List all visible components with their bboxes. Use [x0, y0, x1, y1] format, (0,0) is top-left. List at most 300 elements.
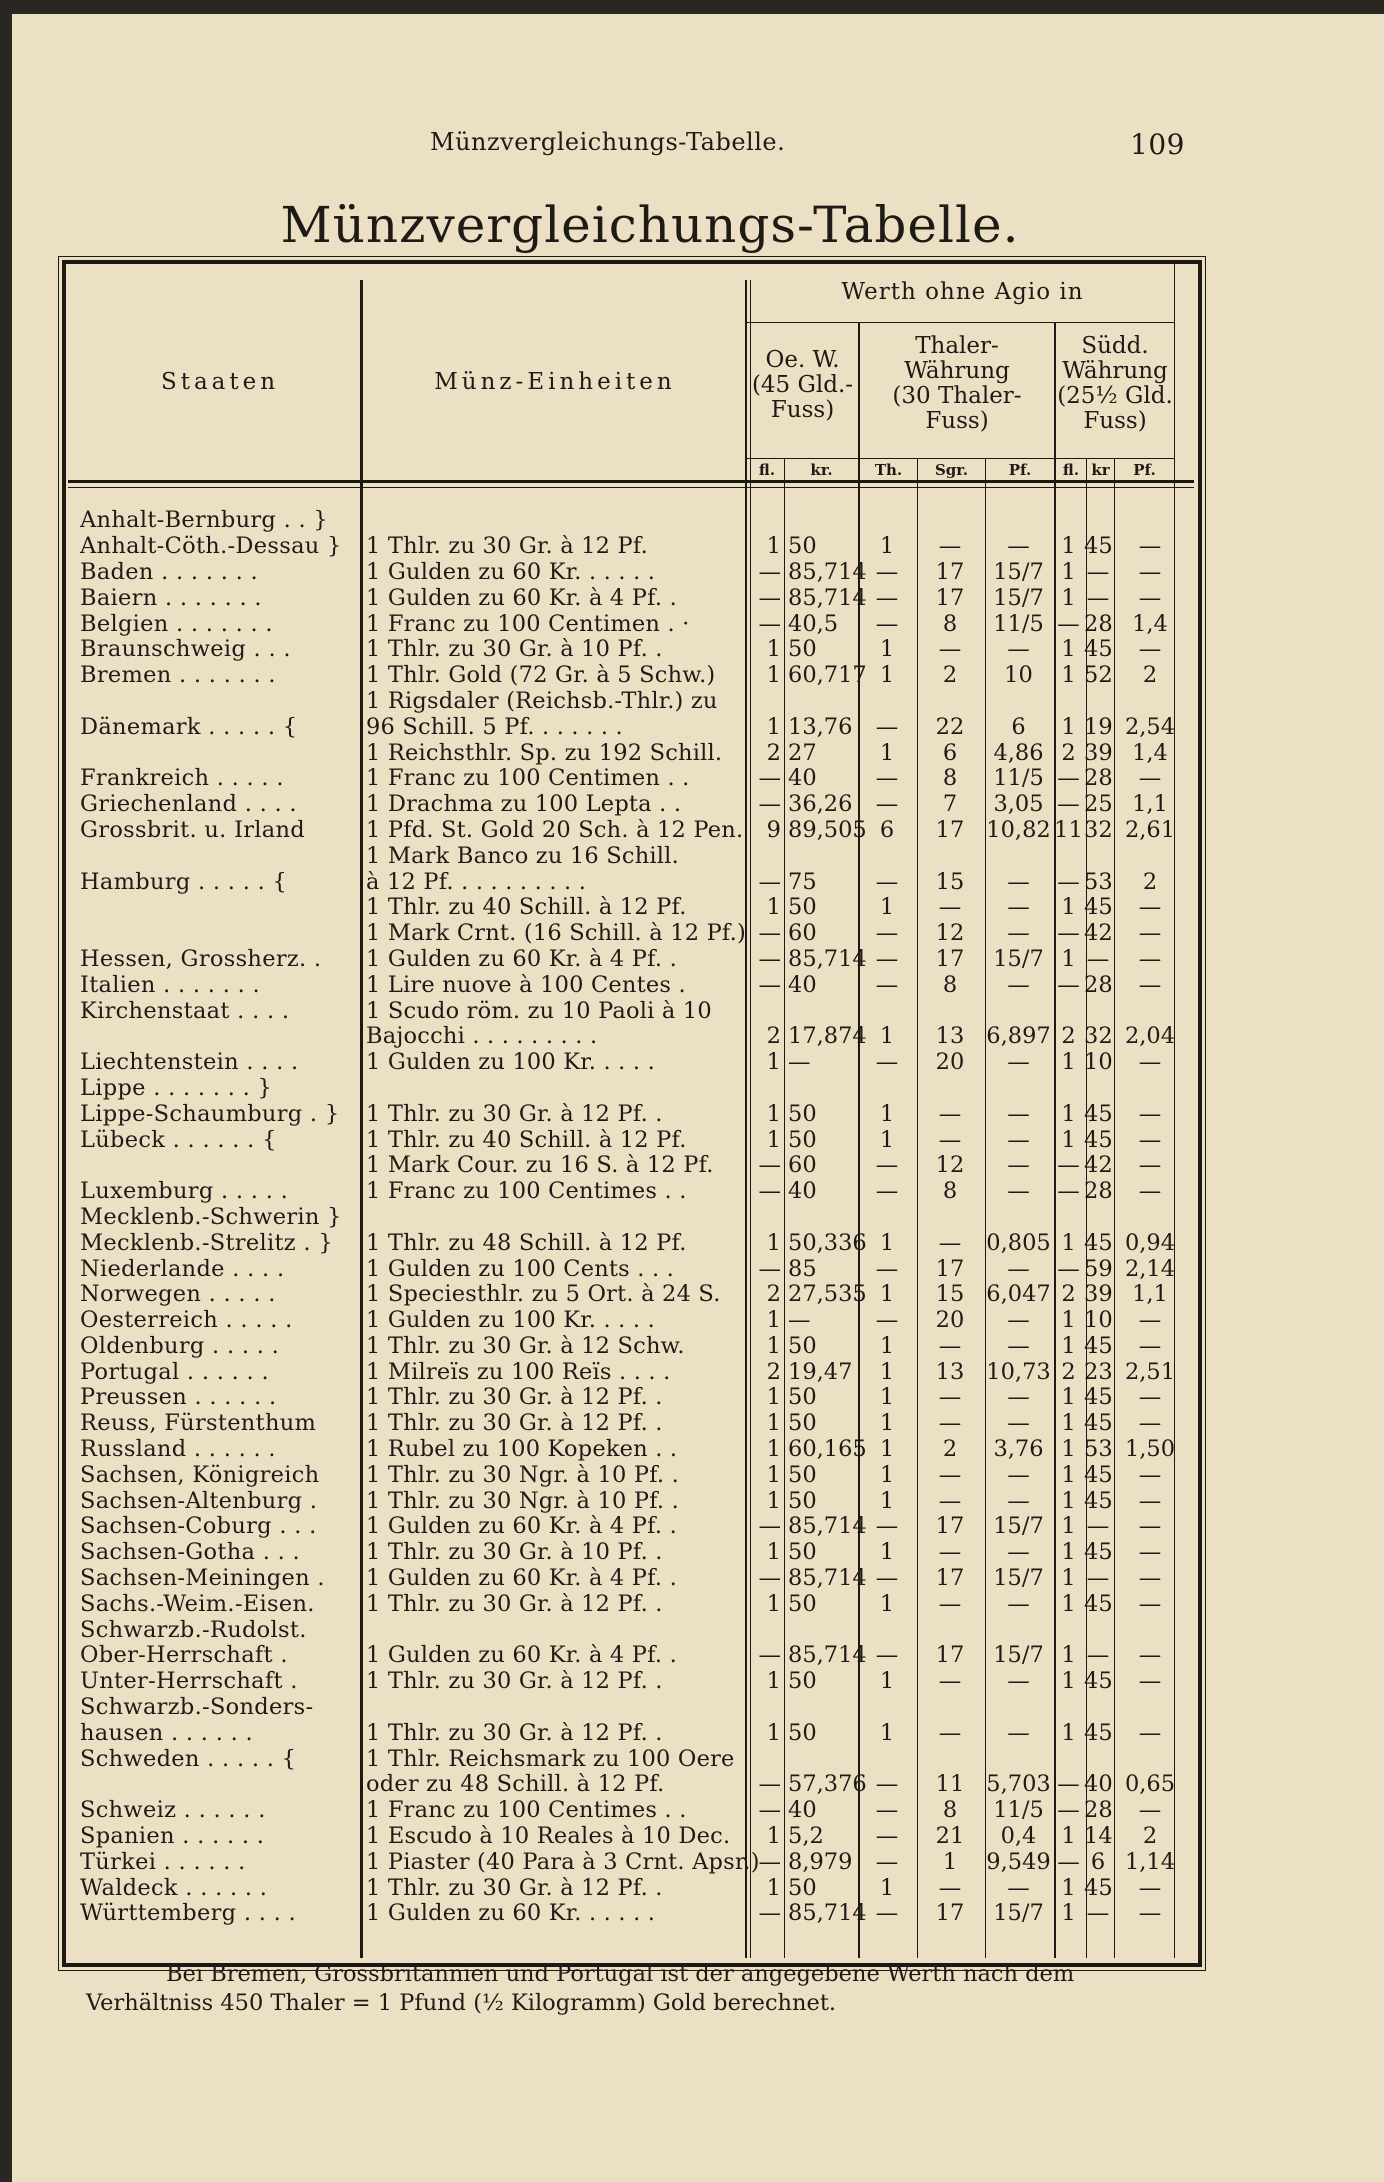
row-unit: 1 Rubel zu 100 Kopeken . .	[366, 1436, 678, 1463]
cell-sgr: 8	[942, 971, 958, 998]
cell-sued-kr: 45	[1084, 894, 1113, 921]
cell-th: —	[875, 1900, 899, 1927]
row-unit	[360, 1617, 746, 1643]
table-row	[72, 1179, 1188, 1205]
cell-sgr: 17	[935, 1565, 965, 1592]
cell-sued-fl: 1	[1061, 1539, 1076, 1566]
row-state	[72, 895, 360, 921]
cell-th: —	[875, 1848, 899, 1875]
cell-sued-pf: 0,94	[1124, 1229, 1176, 1256]
cell-oew-kr: —	[788, 1307, 811, 1334]
cell-sgr: 13	[935, 1023, 965, 1050]
row-unit: 1 Gulden zu 60 Kr. à 4 Pf. .	[366, 584, 677, 611]
cell-sgr: —	[938, 1487, 962, 1514]
header-suedd-line: Südd.	[1081, 333, 1149, 359]
table-row	[72, 1256, 1188, 1282]
cell-sued-fl: 1	[1061, 558, 1076, 585]
header-suedd	[1056, 334, 1174, 434]
cell-oew-fl: —	[758, 1513, 781, 1540]
cell-oew-fl: 1	[766, 1332, 781, 1359]
cell-pf: —	[1007, 1307, 1030, 1334]
cell-sued-pf: —	[1138, 1126, 1162, 1153]
cell-sued-pf: 2,61	[1124, 816, 1176, 843]
row-unit: 1 Pfd. St. Gold 20 Sch. à 12 Pen.	[366, 816, 744, 843]
cell-sued-kr: —	[1086, 1513, 1110, 1540]
cell-oew-fl	[746, 508, 784, 534]
cell-sued-fl: 2	[1061, 1023, 1076, 1050]
cell-sued-kr: 14	[1084, 1823, 1113, 1850]
cell-oew-kr	[784, 998, 858, 1024]
row-unit	[360, 1076, 746, 1102]
cell-sgr	[916, 1205, 984, 1231]
table-row	[72, 1462, 1188, 1488]
row-state: Waldeck . . . . . .	[80, 1874, 268, 1901]
table-row	[72, 1411, 1188, 1437]
table-row	[72, 740, 1188, 766]
row-state: Sachsen-Altenburg .	[80, 1487, 318, 1514]
cell-sued-kr: 45	[1084, 533, 1113, 560]
cell-pf: 4,86	[993, 739, 1044, 766]
cell-pf: —	[1007, 1874, 1030, 1901]
cell-pf: 11/5	[993, 610, 1044, 637]
cell-sued-pf: 0,65	[1124, 1771, 1176, 1798]
table-row	[72, 1437, 1188, 1463]
cell-pf: 6	[1011, 713, 1026, 740]
row-unit: 1 Mark Cour. zu 16 S. à 12 Pf.	[366, 1152, 714, 1179]
row-unit: 1 Thlr. zu 30 Gr. à 12 Pf.	[366, 533, 648, 560]
cell-th	[858, 1617, 916, 1643]
cell-oew-fl: 1	[766, 662, 781, 689]
cell-sued-kr: 53	[1084, 1436, 1113, 1463]
cell-oew-fl: —	[758, 920, 781, 947]
cell-sued-pf: 2	[1142, 1823, 1158, 1850]
table-row	[72, 534, 1188, 560]
row-state: Grossbrit. u. Irland	[80, 816, 306, 843]
row-unit: 1 Gulden zu 60 Kr. . . . . .	[366, 1900, 656, 1927]
cell-sued-pf: —	[1138, 1900, 1162, 1927]
row-state: Baden . . . . . . .	[80, 558, 258, 585]
header-oew	[747, 348, 858, 423]
row-unit	[360, 508, 746, 534]
page-title: Münzvergleichungs-Tabelle.	[280, 196, 1020, 254]
cell-oew-kr: 85,714	[788, 1900, 867, 1927]
row-unit: 1 Lire nuove à 100 Centes .	[366, 971, 686, 998]
cell-oew-kr: 75	[788, 868, 817, 895]
cell-oew-fl: —	[758, 584, 781, 611]
cell-sgr: 7	[942, 791, 958, 818]
cell-oew-fl: 1	[766, 1874, 781, 1901]
cell-sued-pf: 2,04	[1124, 1023, 1176, 1050]
cell-sued-fl	[1053, 1205, 1084, 1231]
row-state: Frankreich . . . . .	[80, 765, 284, 792]
row-state: Griechenland . . . .	[80, 791, 297, 818]
cell-th: 1	[879, 1126, 895, 1153]
cell-oew-kr: 50	[788, 1719, 817, 1746]
cell-sued-kr: 45	[1084, 1719, 1113, 1746]
cell-th: 1	[879, 1358, 895, 1385]
cell-sued-fl: 1	[1061, 1332, 1076, 1359]
cell-th: 1	[879, 1539, 895, 1566]
cell-th: —	[875, 971, 899, 998]
cell-th: —	[875, 1823, 899, 1850]
cell-sgr	[916, 689, 984, 715]
row-state	[72, 1153, 360, 1179]
cell-sgr: 12	[935, 1152, 965, 1179]
cell-pf: —	[1007, 971, 1030, 998]
cell-oew-fl: 1	[766, 1590, 781, 1617]
cell-oew-kr: 85,714	[788, 1642, 867, 1669]
cell-pf	[984, 843, 1053, 869]
row-state: hausen . . . . . .	[80, 1719, 253, 1746]
table-row	[72, 1643, 1188, 1669]
cell-oew-fl: 2	[766, 739, 781, 766]
row-state: Schwarzb.-Rudolst.	[80, 1616, 307, 1643]
cell-oew-fl	[746, 998, 784, 1024]
cell-sued-fl: 2	[1061, 1358, 1076, 1385]
cell-th: —	[875, 945, 899, 972]
cell-oew-fl: 2	[766, 1281, 781, 1308]
cell-sued-kr: 42	[1084, 920, 1113, 947]
cell-sued-kr: 10	[1084, 1049, 1113, 1076]
cell-th: —	[875, 1152, 899, 1179]
header-thaler-line: Thaler-	[915, 333, 999, 359]
subheader-fl: fl.	[758, 461, 776, 479]
cell-sgr: —	[938, 1229, 962, 1256]
cell-th: 1	[879, 1719, 895, 1746]
table-row	[72, 998, 1188, 1024]
cell-pf: —	[1007, 1719, 1030, 1746]
row-unit: 1 Mark Banco zu 16 Schill.	[366, 842, 679, 869]
row-state: Italien . . . . . . .	[80, 971, 260, 998]
row-state: Sachsen-Coburg . . .	[80, 1513, 317, 1540]
cell-sued-fl: —	[1057, 791, 1080, 818]
row-state: Belgien . . . . . . .	[80, 610, 273, 637]
cell-sued-fl: 1	[1061, 584, 1076, 611]
cell-pf: —	[1007, 1126, 1030, 1153]
table-row	[72, 1875, 1188, 1901]
cell-sgr	[916, 1695, 984, 1721]
cell-th: 1	[879, 1384, 895, 1411]
row-unit: 1 Franc zu 100 Centimes . .	[366, 1178, 687, 1205]
cell-sued-fl	[1053, 508, 1084, 534]
table-row	[72, 637, 1188, 663]
cell-sgr: 13	[935, 1358, 965, 1385]
table-row	[72, 1385, 1188, 1411]
cell-th: 1	[879, 636, 895, 663]
cell-pf: 10,73	[986, 1358, 1051, 1385]
table-row	[72, 1488, 1188, 1514]
cell-sued-fl: 1	[1061, 1565, 1076, 1592]
row-unit: 1 Thlr. zu 48 Schill. à 12 Pf.	[366, 1229, 687, 1256]
cell-th: 1	[879, 1461, 895, 1488]
cell-sgr	[916, 1076, 984, 1102]
table-row	[72, 1359, 1188, 1385]
row-state: Norwegen . . . . .	[80, 1281, 276, 1308]
row-unit: 1 Rigsdaler (Reichsb.-Thlr.) zu	[366, 687, 718, 714]
header-suedd-line: Fuss)	[1083, 408, 1147, 434]
cell-sued-kr: —	[1086, 558, 1110, 585]
row-unit: 1 Thlr. zu 30 Gr. à 10 Pf. .	[366, 636, 663, 663]
cell-oew-fl: 9	[766, 816, 781, 843]
table-row	[72, 1024, 1188, 1050]
cell-sued-pf	[1112, 843, 1188, 869]
cell-pf: —	[1007, 1332, 1030, 1359]
cell-th: 1	[879, 662, 895, 689]
cell-oew-fl: 1	[766, 1384, 781, 1411]
cell-oew-fl: 1	[766, 1049, 781, 1076]
row-state: Portugal . . . . . .	[80, 1358, 269, 1385]
table-row	[72, 1849, 1188, 1875]
cell-th: 1	[879, 1410, 895, 1437]
table-row	[72, 1282, 1188, 1308]
table-row	[72, 921, 1188, 947]
row-state	[72, 843, 360, 869]
subheader-pf: Pf.	[1008, 461, 1032, 479]
cell-pf	[984, 1617, 1053, 1643]
cell-sgr: 6	[942, 739, 958, 766]
cell-oew-kr: 50	[788, 1487, 817, 1514]
cell-sued-pf: —	[1138, 1049, 1162, 1076]
table-row	[72, 1772, 1188, 1798]
row-state: Oldenburg . . . . .	[80, 1332, 280, 1359]
table-row	[72, 1746, 1188, 1772]
table-row	[72, 1617, 1188, 1643]
row-state	[72, 689, 360, 715]
table-row	[72, 1127, 1188, 1153]
cell-sued-fl: 1	[1061, 1900, 1076, 1927]
table-row	[72, 1101, 1188, 1127]
cell-oew-fl: —	[758, 1771, 781, 1798]
cell-th: 1	[879, 1590, 895, 1617]
cell-sued-fl: 1	[1061, 1590, 1076, 1617]
page-number: 109	[1130, 128, 1185, 161]
table-row	[72, 1824, 1188, 1850]
subheader-sfl: fl.	[1062, 461, 1080, 479]
cell-th: —	[875, 610, 899, 637]
table-row	[72, 1566, 1188, 1592]
cell-th: 1	[879, 1436, 895, 1463]
cell-oew-kr: 85,714	[788, 945, 867, 972]
cell-sgr: 17	[935, 945, 965, 972]
cell-sued-kr: 42	[1084, 1152, 1113, 1179]
header-thaler-line: Währung	[904, 358, 1010, 384]
subheader-th: Th.	[874, 461, 903, 479]
table-row	[72, 1798, 1188, 1824]
cell-sued-kr: —	[1086, 1565, 1110, 1592]
row-state: Lübeck . . . . . . {	[80, 1126, 277, 1153]
cell-sgr: —	[938, 1590, 962, 1617]
cell-sued-fl	[1053, 1076, 1084, 1102]
row-unit: 96 Schill. 5 Pf. . . . . . .	[366, 713, 623, 740]
cell-oew-kr: 50	[788, 1384, 817, 1411]
row-state: Oesterreich . . . . .	[80, 1307, 293, 1334]
cell-sued-fl: —	[1057, 971, 1080, 998]
cell-oew-fl	[746, 1695, 784, 1721]
cell-oew-fl	[746, 1746, 784, 1772]
cell-sued-pf: —	[1138, 1461, 1162, 1488]
cell-th: —	[875, 1797, 899, 1824]
cell-sued-kr: 45	[1084, 1461, 1113, 1488]
cell-oew-kr	[784, 689, 858, 715]
cell-pf: 0,805	[986, 1229, 1051, 1256]
cell-oew-fl: 1	[766, 1668, 781, 1695]
row-unit: 1 Gulden zu 60 Kr. à 4 Pf. .	[366, 1642, 677, 1669]
cell-sued-kr: 28	[1084, 1797, 1113, 1824]
cell-sgr: 17	[935, 584, 965, 611]
cell-th: —	[875, 713, 899, 740]
cell-sued-kr: 6	[1090, 1848, 1106, 1875]
cell-sued-pf: —	[1138, 1384, 1162, 1411]
cell-sued-kr: 45	[1084, 1590, 1113, 1617]
cell-oew-kr: 50	[788, 894, 817, 921]
cell-sgr: —	[938, 1539, 962, 1566]
table-row	[72, 1050, 1188, 1076]
cell-sued-fl: 1	[1061, 1436, 1076, 1463]
cell-sued-fl	[1053, 1695, 1084, 1721]
cell-oew-kr	[784, 1617, 858, 1643]
cell-th	[858, 508, 916, 534]
cell-sgr: 15	[935, 868, 965, 895]
row-unit: 1 Thlr. zu 40 Schill. à 12 Pf.	[366, 1126, 687, 1153]
cell-sgr: 20	[935, 1307, 965, 1334]
cell-oew-kr: 50	[788, 1410, 817, 1437]
cell-sued-fl: 1	[1061, 1668, 1076, 1695]
footnote	[86, 1960, 1196, 2018]
row-unit: oder zu 48 Schill. à 12 Pf.	[366, 1771, 665, 1798]
cell-oew-kr: 60,165	[788, 1436, 867, 1463]
cell-sgr	[916, 998, 984, 1024]
row-unit: 1 Thlr. zu 30 Gr. à 12 Pf. .	[366, 1100, 663, 1127]
cell-oew-fl: —	[758, 1900, 781, 1927]
table-row	[72, 869, 1188, 895]
cell-oew-kr: 50	[788, 636, 817, 663]
footnote-line: Bei Bremen, Grossbritannien und Portugal ist der angegebene Werth nach dem	[166, 1961, 1075, 1987]
cell-oew-fl: —	[758, 1255, 781, 1282]
cell-sued-fl	[1053, 689, 1084, 715]
row-unit	[360, 1205, 746, 1231]
row-state: Türkei . . . . . .	[80, 1848, 246, 1875]
cell-sued-pf: —	[1138, 1100, 1162, 1127]
cell-oew-fl: 1	[766, 1436, 781, 1463]
cell-pf	[984, 508, 1053, 534]
row-state: Mecklenb.-Strelitz . }	[80, 1229, 333, 1256]
cell-sued-kr: 45	[1084, 1487, 1113, 1514]
cell-sued-pf: —	[1138, 1874, 1162, 1901]
cell-sued-fl	[1053, 1617, 1084, 1643]
cell-th: —	[875, 765, 899, 792]
cell-sued-fl: 1	[1061, 945, 1076, 972]
cell-pf: —	[1007, 636, 1030, 663]
subheader-spf: Pf.	[1133, 461, 1156, 479]
cell-oew-fl: 1	[766, 1307, 781, 1334]
table-row	[72, 1669, 1188, 1695]
cell-sued-fl: 1	[1061, 1874, 1076, 1901]
cell-sgr: —	[938, 1100, 962, 1127]
cell-pf: —	[1007, 868, 1030, 895]
header-staaten: Staaten	[160, 369, 280, 395]
cell-sued-kr	[1084, 998, 1112, 1024]
row-state: Schweden . . . . . {	[80, 1745, 297, 1772]
cell-sgr: 8	[942, 610, 958, 637]
cell-sued-fl: —	[1057, 1255, 1080, 1282]
cell-sgr: —	[938, 1719, 962, 1746]
row-unit: 1 Piaster (40 Para à 3 Crnt. Apsr.)	[366, 1848, 760, 1875]
cell-sued-fl: 1	[1061, 1126, 1076, 1153]
cell-sued-kr: 45	[1084, 1229, 1113, 1256]
table-row	[72, 1205, 1188, 1231]
cell-sued-fl: 2	[1061, 1281, 1076, 1308]
cell-sued-fl: 2	[1061, 739, 1076, 766]
cell-sgr: 17	[935, 816, 965, 843]
row-unit: 1 Franc zu 100 Centimes . .	[366, 1797, 687, 1824]
cell-sgr	[916, 508, 984, 534]
cell-oew-fl: 1	[766, 1461, 781, 1488]
row-unit: 1 Gulden zu 60 Kr. à 4 Pf. .	[366, 1513, 677, 1540]
cell-sued-kr: —	[1086, 1900, 1110, 1927]
table-row	[72, 560, 1188, 586]
cell-th: —	[875, 791, 899, 818]
cell-sued-pf: 2	[1142, 662, 1158, 689]
header-rule-bottom	[68, 480, 1194, 483]
cell-sgr: —	[938, 1332, 962, 1359]
cell-oew-kr: 8,979	[788, 1848, 853, 1875]
cell-oew-fl: 1	[766, 1719, 781, 1746]
cell-pf: 0,4	[1000, 1823, 1037, 1850]
row-state: Sachsen-Gotha . . .	[80, 1539, 300, 1566]
cell-sued-pf: —	[1138, 971, 1162, 998]
row-unit: 1 Gulden zu 60 Kr. à 4 Pf. .	[366, 945, 677, 972]
cell-sgr: 8	[942, 1178, 958, 1205]
cell-oew-fl: —	[758, 791, 781, 818]
row-state: Braunschweig . . .	[80, 636, 291, 663]
cell-oew-kr: 50	[788, 1126, 817, 1153]
cell-oew-kr: 13,76	[788, 713, 853, 740]
row-state: Reuss, Fürstenthum	[80, 1410, 317, 1437]
cell-sgr: 8	[942, 765, 958, 792]
row-state: Schweiz . . . . . .	[80, 1797, 266, 1824]
cell-sgr: 17	[935, 558, 965, 585]
cell-pf: 15/7	[993, 584, 1044, 611]
cell-oew-kr: 50	[788, 533, 817, 560]
cell-sgr: —	[938, 894, 962, 921]
header-rule-bottom-2	[68, 487, 1194, 488]
cell-sued-fl: —	[1057, 1178, 1080, 1205]
cell-th: —	[875, 1178, 899, 1205]
cell-sued-pf: 2,14	[1124, 1255, 1176, 1282]
cell-pf: 15/7	[993, 1565, 1044, 1592]
table-row	[72, 508, 1188, 534]
cell-oew-kr: 85,714	[788, 1565, 867, 1592]
cell-sgr: —	[938, 1384, 962, 1411]
cell-sued-fl: 1	[1061, 662, 1076, 689]
cell-sued-kr: 23	[1084, 1358, 1113, 1385]
cell-pf: —	[1007, 1152, 1030, 1179]
row-unit: 1 Drachma zu 100 Lepta . .	[366, 791, 682, 818]
cell-th: —	[875, 1307, 899, 1334]
table-row	[72, 1153, 1188, 1179]
row-state	[72, 740, 360, 766]
cell-pf: —	[1007, 1668, 1030, 1695]
cell-pf: —	[1007, 1410, 1030, 1437]
table-row	[72, 1695, 1188, 1721]
row-state: Mecklenb.-Schwerin }	[80, 1203, 342, 1230]
cell-sued-kr: 45	[1084, 1126, 1113, 1153]
table-row	[72, 766, 1188, 792]
row-state	[72, 921, 360, 947]
cell-oew-fl: 2	[766, 1358, 781, 1385]
cell-sued-pf: —	[1138, 1152, 1162, 1179]
cell-sued-fl	[1053, 998, 1084, 1024]
